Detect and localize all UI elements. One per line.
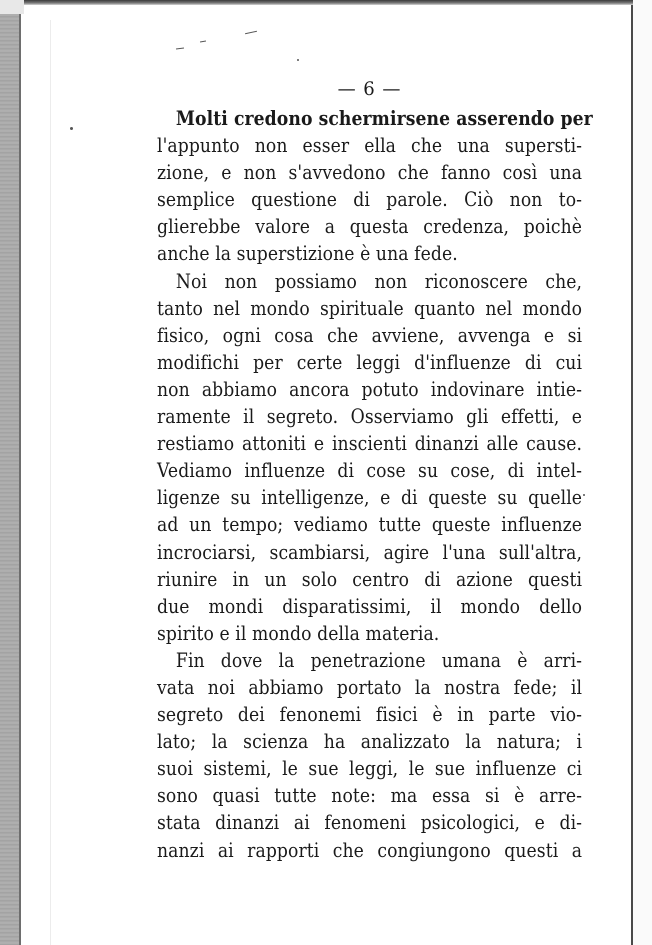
text-line: vata noi abbiamo portato la nostra fede; il (157, 674, 583, 699)
text-line: ligenze su intelligenze, e di queste su quelle (157, 485, 583, 510)
paragraph-2 (157, 268, 582, 647)
text-line: incrociarsi, scambiarsi, agire l'una sull'altra, (157, 539, 583, 564)
book-page (157, 78, 593, 864)
inner-margin-line (50, 20, 51, 945)
text-line: non abbiamo ancora potuto indovinare intie- (157, 376, 583, 401)
text-line: due mondi disparatissimi, il mondo dello (157, 593, 583, 618)
stray-ink-mark (176, 47, 184, 49)
text-line: ramente il segreto. Osserviamo gli effetti, e (157, 404, 583, 429)
text-line: riunire in un solo centro di azione questi (157, 566, 583, 591)
paragraph-1 (157, 105, 593, 268)
text-line: glierebbe valore a questa credenza, poichè (157, 214, 583, 239)
stray-ink-mark (200, 40, 206, 42)
binding-gutter (0, 0, 20, 945)
scan-top-edge (0, 0, 652, 5)
stray-ink-dot (583, 494, 585, 496)
text-line: Vediamo influenze di cose su cose, di intel- (157, 458, 583, 483)
paragraph-3 (157, 647, 582, 864)
stray-ink-dot (297, 59, 299, 61)
text-line: fisico, ogni cosa che avviene, avvenga e si (157, 322, 583, 347)
text-line: suoi sistemi, le sue leggi, le sue influenze ci (157, 756, 583, 781)
text-line: restiamo attoniti e inscienti dinanzi alle cause. (157, 431, 583, 456)
text-line: Fin dove la penetrazione umana è arri- (175, 647, 583, 672)
text-line: l'appunto non esser ella che una supersti- (157, 133, 583, 158)
text-line: Noi non possiamo non riconoscere che, (175, 268, 583, 293)
stray-ink-mark (245, 31, 257, 34)
text-line: zione, e non s'avvedono che fanno così una (157, 160, 583, 185)
text-line: nanzi ai rapporti che congiungono questi a (157, 837, 583, 862)
page-number: — 6 — (337, 78, 402, 100)
text-line: stata dinanzi ai fenomeni psicologici, e di- (157, 810, 583, 835)
text-line: semplice questione di parole. Ciò non to- (157, 187, 583, 212)
stray-ink-dot (70, 127, 73, 130)
text-line: Molti credono schermirsene asserendo per (175, 106, 593, 130)
binding-edge (19, 0, 21, 945)
scan-right-margin (633, 0, 652, 945)
text-line: anche la superstizione è una fede. (157, 241, 458, 266)
text-line: spirito e il mondo della materia. (157, 620, 440, 645)
text-line: segreto dei fenonemi fisici è in parte vio- (157, 702, 583, 727)
text-line: lato; la scienza ha analizzato la natura; i (157, 729, 583, 754)
text-line: tanto nel mondo spirituale quanto nel mondo (157, 295, 583, 320)
text-line: ad un tempo; vediamo tutte queste influenze (157, 512, 583, 537)
scan-top-left-corner (0, 0, 24, 14)
text-line: modifichi per certe leggi d'influenze di cui (157, 349, 583, 374)
text-line: sono quasi tutte note: ma essa si è arre- (157, 783, 583, 808)
